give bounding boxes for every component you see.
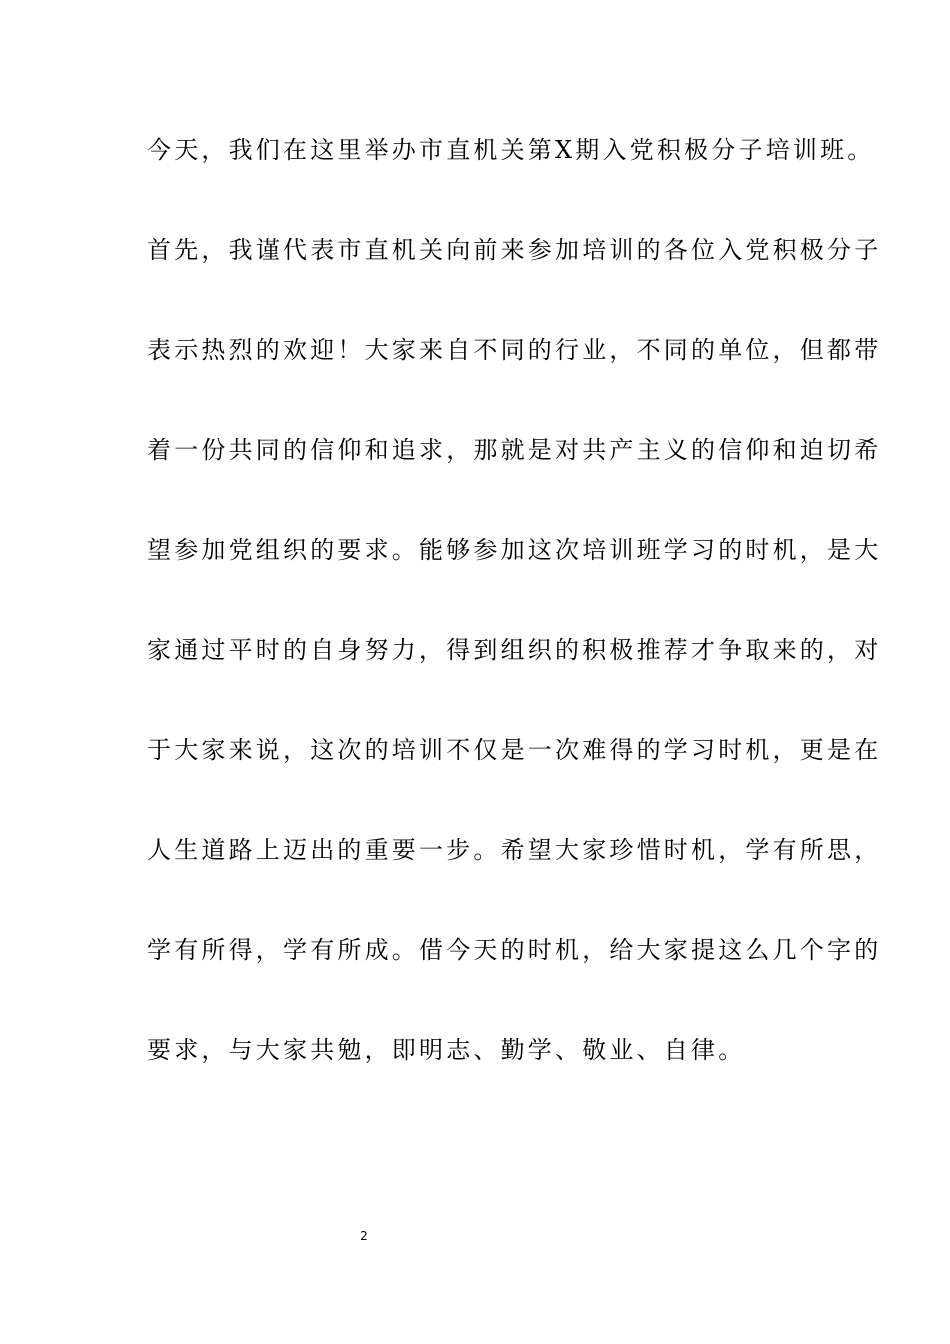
paragraph-line-4: 着一份共同的信仰和追求，那就是对共产主义的信仰和迫切希 <box>147 436 882 464</box>
paragraph-line-10: 要求，与大家共勉，即明志、勤学、敬业、自律。 <box>147 1036 746 1064</box>
paragraph-line-6: 家通过平时的自身努力，得到组织的积极推荐才争取来的，对 <box>147 636 882 664</box>
paragraph-line-2: 首先，我谨代表市直机关向前来参加培训的各位入党积极分子 <box>147 236 882 264</box>
paragraph-line-1: 今天，我们在这里举办市直机关第X期入党积极分子培训班。 <box>147 136 875 164</box>
page-number: 2 <box>360 1229 368 1243</box>
paragraph-line-7: 于大家来说，这次的培训不仅是一次难得的学习时机，更是在 <box>147 736 882 764</box>
paragraph-line-9: 学有所得，学有所成。借今天的时机，给大家提这么几个字的 <box>147 936 882 964</box>
paragraph-line-8: 人生道路上迈出的重要一步。希望大家珍惜时机，学有所思， <box>147 836 882 864</box>
paragraph-line-3: 表示热烈的欢迎！大家来自不同的行业，不同的单位，但都带 <box>147 336 882 364</box>
paragraph-line-5: 望参加党组织的要求。能够参加这次培训班学习的时机，是大 <box>147 536 882 564</box>
